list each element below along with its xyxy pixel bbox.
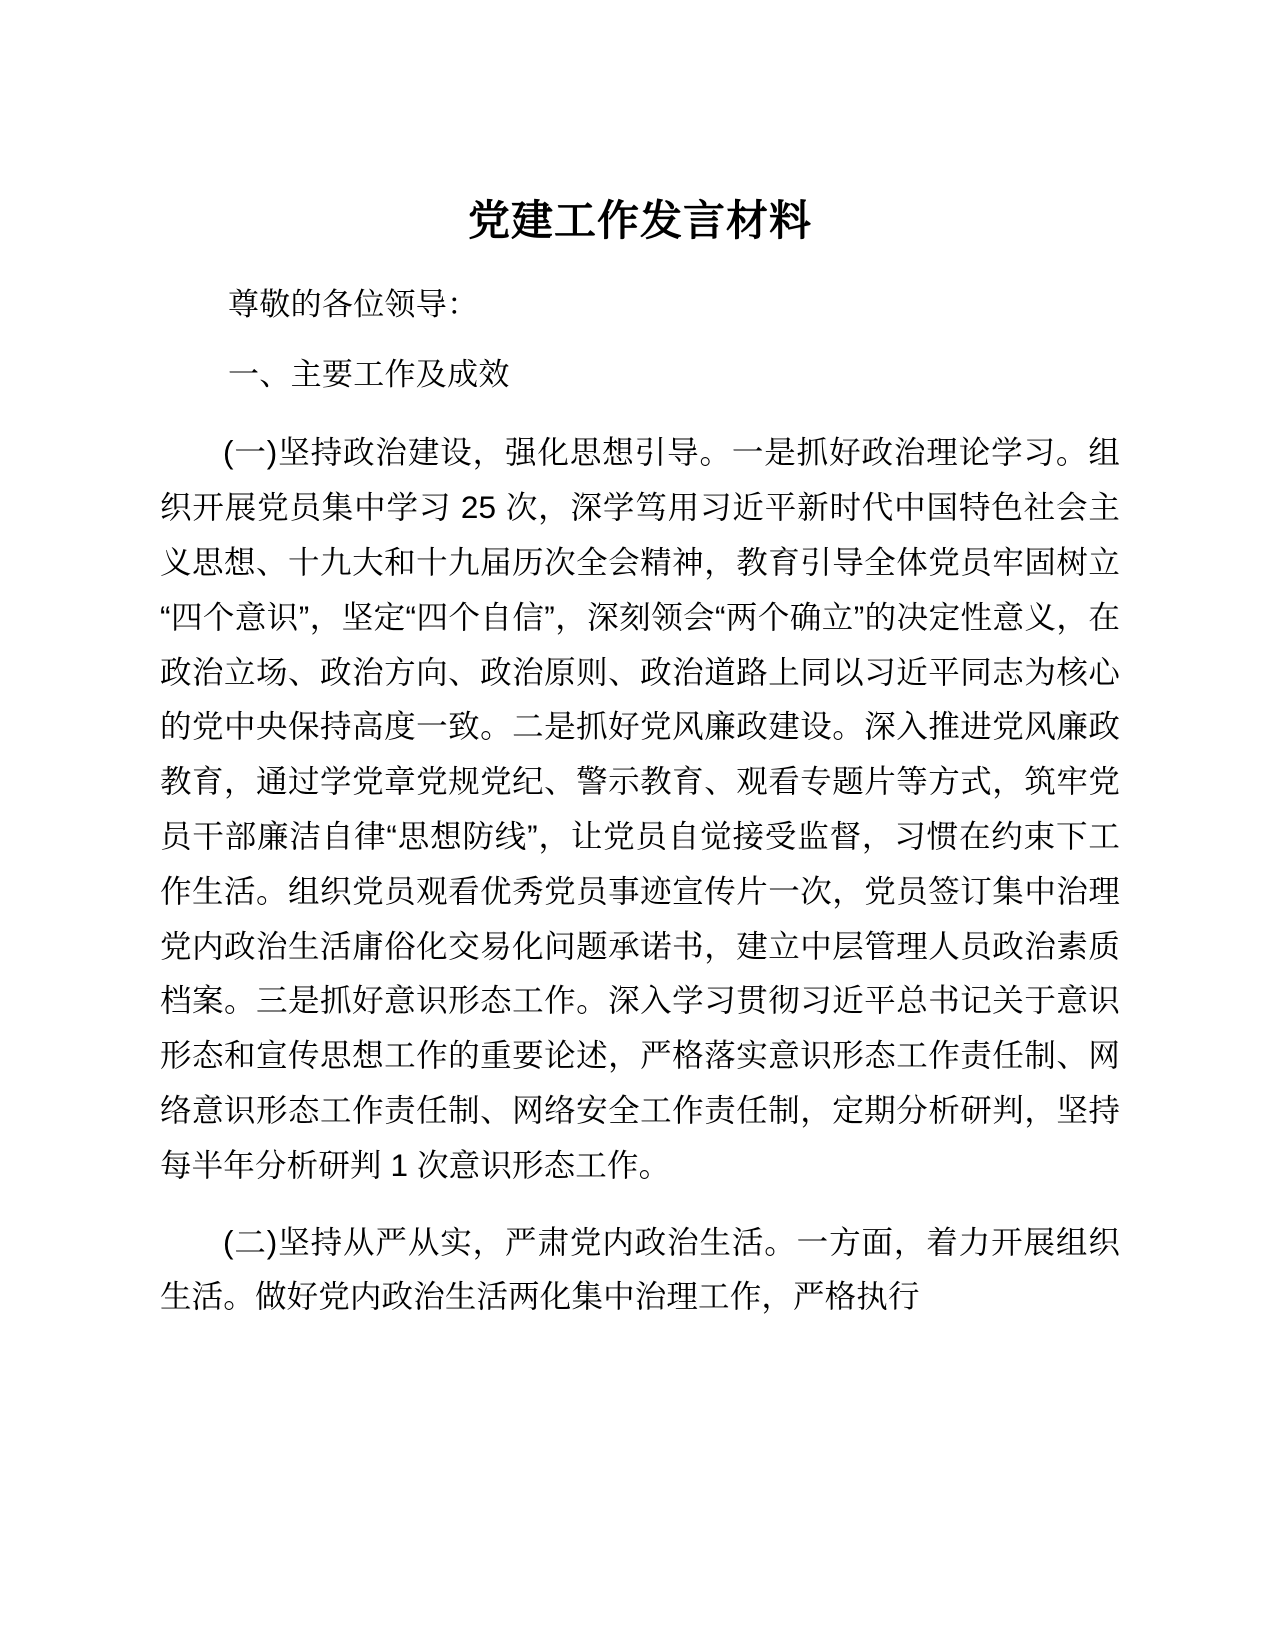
body-paragraph-two: (二)坚持从严从实，严肃党内政治生活。一方面，着力开展组织生活。做好党内政治生活两化集中治理工作，严格执行 [160,1223,1120,1315]
body-paragraph-one: (一)坚持政治建设，强化思想引导。一是抓好政治理论学习。组织开展党员集中学习 25 次，深学笃用习近平新时代中国特色社会主义思想、十九大和十九届历次全会精神，教育引导全体党员牢固树立“四个意识”，坚定“四个自信”，深刻领会“两个确立”的决定性意义，在政治立场、政治方向、政治原则、政治道路上同以习近平同志为核心的党中央保持高度一致。二是抓好党风廉政建设。深入推进党风廉政教育，通过学党章党规党纪、警示教育、观看专题片等方式，筑牢党员干部廉洁自律“思想防线”，让党员自觉接受监督，习惯在约束下工作生活。组织党员观看优秀党员事迹宣传片一次，党员签订集中治理党内政治生活庸俗化交易化问题承诺书，建立中层管理人员政治素质档案。三是抓好意识形态工作。深入学习贯彻习近平总书记关于意识形态和宣传思想工作的重要论述，严格落实意识形态工作责任制、网络意识形态工作责任制、网络安全工作责任制，定期分析研判，坚持每半年分析研判 1 次意识形态工作。 [160,434,1120,1183]
page-title: 党建工作发言材料 [467,197,812,244]
section-heading-one: 一、主要工作及成效 [228,357,510,393]
salutation-line: 尊敬的各位领导： [228,287,479,323]
